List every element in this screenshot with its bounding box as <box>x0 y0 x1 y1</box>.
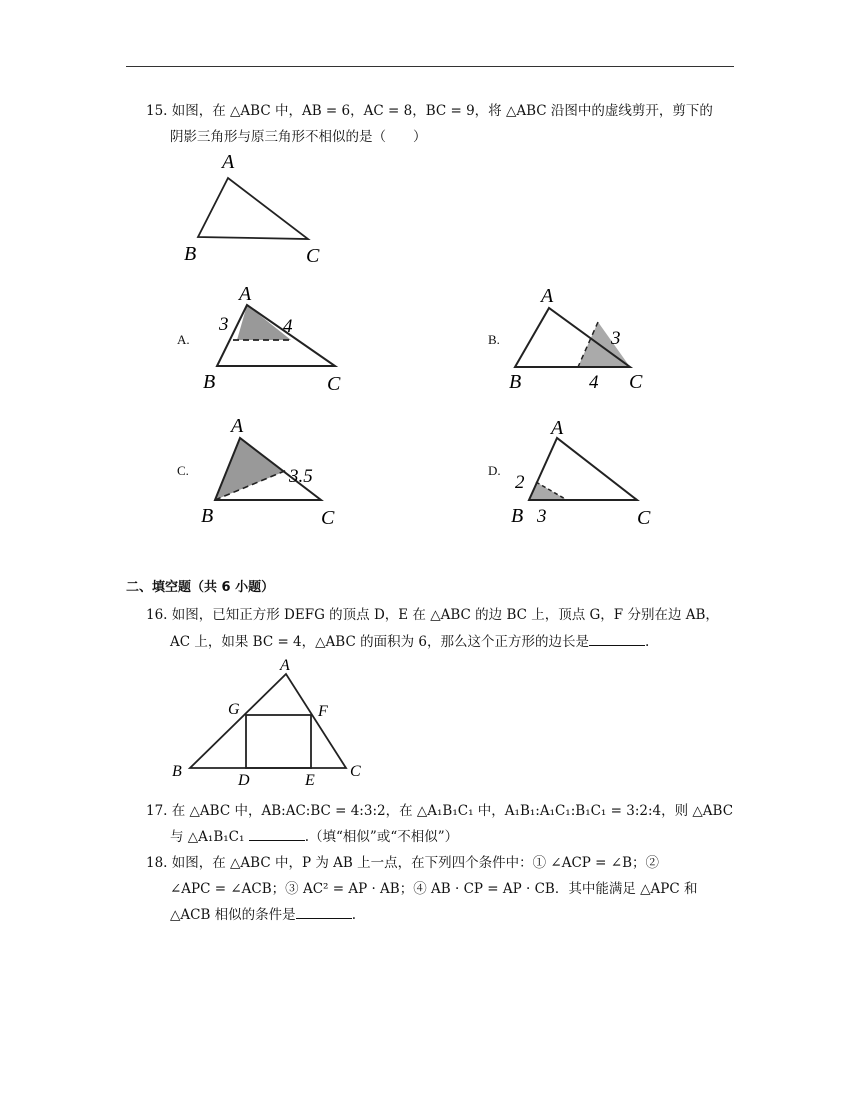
label-A: A <box>231 415 244 437</box>
label-F: F <box>318 703 328 720</box>
section-title: 二、填空题（共 6 小题） <box>126 580 275 595</box>
q16-line2-end: . <box>644 634 650 650</box>
q18-line3: △ACB 相似的条件是 <box>170 907 296 923</box>
q18-line3-end: . <box>351 907 356 923</box>
q17-line2-post: .（填“相似”或“不相似”） <box>304 829 459 845</box>
label-B: B <box>201 505 214 527</box>
q16-triangle <box>190 674 346 768</box>
option-D-side-3: 3 <box>537 506 547 527</box>
label-A: A <box>541 285 554 307</box>
q16-answer-blank[interactable] <box>589 631 645 646</box>
option-A-side-4: 4 <box>283 316 293 337</box>
label-C: C <box>350 763 361 780</box>
option-D-figure <box>505 410 665 530</box>
q18-line2: ∠APC = ∠ACB；③ AC² = AP · AB；④ AB · CP = AP · CB．其中能满足 △APC 和 <box>170 881 698 897</box>
label-E: E <box>305 772 315 789</box>
option-C-shaded-triangle <box>215 438 283 500</box>
q16-square <box>246 715 311 768</box>
q16-line2: AC 上，如果 BC = 4，△ABC 的面积为 6，那么这个正方形的边长是 <box>170 634 589 650</box>
option-A-figure <box>195 280 360 400</box>
q17-line2-pre: 与 △A₁B₁C₁ <box>170 829 245 845</box>
label-B: B <box>203 371 216 393</box>
q16-line1: 16. 如图，已知正方形 DEFG 的顶点 D，E 在 △ABC 的边 BC 上，顶点 G，F 分别在边 AB， <box>146 607 719 623</box>
q17-answer-blank[interactable] <box>249 826 305 841</box>
label-B: B <box>184 243 197 265</box>
option-A-label: A. <box>177 332 190 347</box>
q15-main-triangle-figure <box>170 150 350 270</box>
question-18 <box>146 850 659 876</box>
option-C-side-3-5: 3.5 <box>289 466 313 487</box>
option-B-label: B. <box>488 332 500 347</box>
label-C: C <box>321 507 335 529</box>
label-D: D <box>238 772 250 789</box>
option-B-side-4: 4 <box>589 372 599 393</box>
question-15 <box>146 98 713 124</box>
label-A: A <box>239 283 252 305</box>
label-C: C <box>306 245 320 267</box>
option-C-figure <box>195 410 360 530</box>
q15-line2: 阴影三角形与原三角形不相似的是（ ） <box>170 129 427 145</box>
label-B: B <box>172 763 182 780</box>
question-18-line2 <box>170 876 697 902</box>
label-B: B <box>511 505 524 527</box>
label-A: A <box>222 151 235 173</box>
label-C: C <box>327 373 341 395</box>
option-B-figure <box>505 280 665 400</box>
label-A: A <box>280 657 290 674</box>
label-C: C <box>629 371 643 393</box>
option-A-side-3: 3 <box>219 314 229 335</box>
question-17 <box>146 798 733 824</box>
question-17-line2 <box>170 824 458 850</box>
question-16 <box>146 602 719 628</box>
label-A: A <box>551 417 564 439</box>
question-18-line3 <box>170 902 356 928</box>
q15-main-triangle <box>198 178 308 239</box>
question-15-line2 <box>170 124 427 150</box>
label-G: G <box>228 701 240 718</box>
q18-answer-blank[interactable] <box>296 904 352 919</box>
option-D-side-2: 2 <box>515 472 525 493</box>
option-C-label: C. <box>177 463 189 478</box>
option-B-side-3: 3 <box>611 328 621 349</box>
q15-line1: 15. 如图，在 △ABC 中，AB = 6，AC = 8，BC = 9，将 △ABC 沿图中的虚线剪开，剪下的 <box>146 103 713 119</box>
header-rule <box>126 66 734 67</box>
label-C: C <box>637 507 651 529</box>
q16-figure <box>168 652 368 787</box>
q18-line1: 18. 如图，在 △ABC 中，P 为 AB 上一点，在下列四个条件中：① ∠ACP = ∠B；② <box>146 855 659 871</box>
q17-line1: 17. 在 △ABC 中，AB:AC:BC = 4:3:2，在 △A₁B₁C₁ 中，A₁B₁:A₁C₁:B₁C₁ = 3:2:4，则 △ABC <box>146 803 734 819</box>
label-B: B <box>509 371 522 393</box>
option-D-label: D. <box>488 463 501 478</box>
